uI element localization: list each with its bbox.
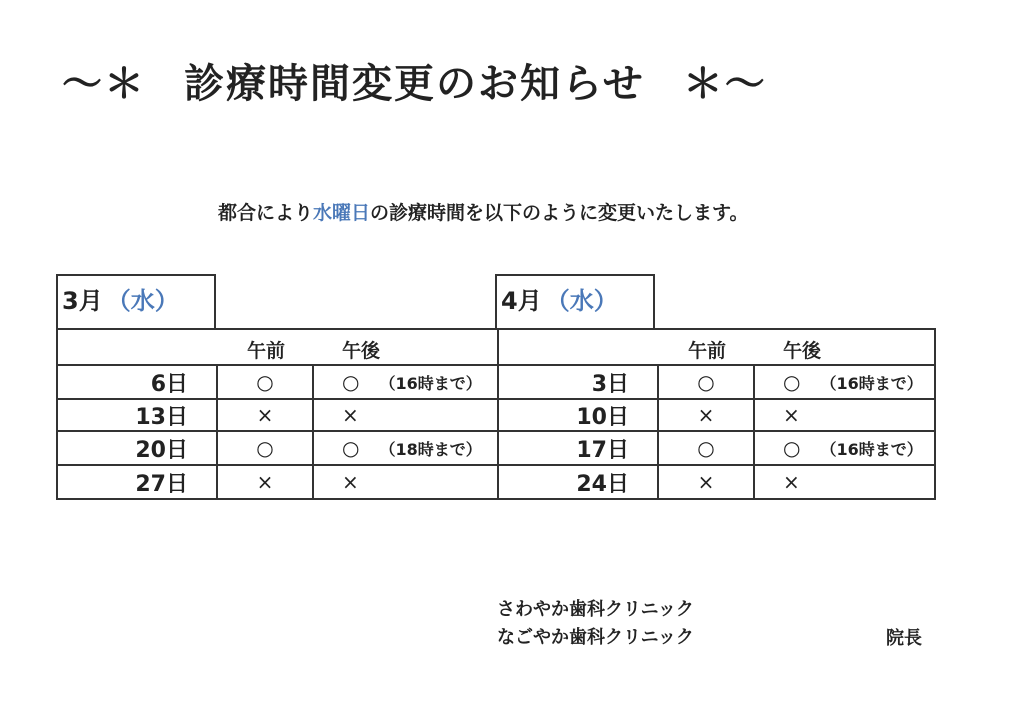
pm-note: （16時まで） <box>379 373 482 393</box>
title-text: 診療時間変更のお知らせ <box>184 61 645 107</box>
title-suffix: ＊～ <box>682 61 767 107</box>
month-name: 3月 <box>62 287 103 315</box>
header-pm: 午後 <box>783 339 822 362</box>
month-label-april <box>495 274 655 330</box>
row-date: 27日 <box>58 466 218 498</box>
header-date <box>58 330 218 364</box>
page-title <box>62 52 862 109</box>
pm-status: × <box>783 403 800 427</box>
pm-note: （16時まで） <box>820 439 923 459</box>
intro-before: 都合により <box>218 202 314 224</box>
row-am: ○ <box>659 366 755 398</box>
pm-note: （16時まで） <box>820 373 923 393</box>
row-am: × <box>659 466 755 498</box>
row-pm <box>314 400 497 430</box>
pm-status: ○ <box>783 436 801 460</box>
row-am: ○ <box>218 366 314 398</box>
schedule-april <box>497 330 936 498</box>
intro-text <box>218 198 749 225</box>
month-weekday: （水） <box>106 287 179 315</box>
month-name: 4月 <box>501 287 542 315</box>
clinic-name-2: なごやか歯科クリニック <box>497 627 694 648</box>
row-date: 13日 <box>58 400 218 430</box>
header-am: 午前 <box>687 339 726 362</box>
row-pm <box>755 466 936 498</box>
pm-status: × <box>783 470 800 494</box>
row-date: 24日 <box>499 466 659 498</box>
table-header <box>58 330 497 366</box>
row-am: × <box>218 466 314 498</box>
row-pm <box>314 366 497 398</box>
row-date: 20日 <box>58 432 218 464</box>
header-am: 午前 <box>246 339 285 362</box>
intro-after: の診療時間を以下のように変更いたします。 <box>370 202 749 224</box>
table-row <box>499 466 936 498</box>
month-label-march <box>56 274 216 330</box>
month-weekday: （水） <box>545 287 618 315</box>
clinic-names <box>497 596 694 652</box>
row-pm <box>755 432 936 464</box>
table-header <box>499 330 936 366</box>
table-row <box>499 432 936 466</box>
row-am: × <box>218 400 314 430</box>
table-row <box>58 432 497 466</box>
pm-note: （18時まで） <box>379 439 482 459</box>
row-date: 10日 <box>499 400 659 430</box>
row-am: ○ <box>218 432 314 464</box>
pm-status: × <box>342 403 359 427</box>
row-pm <box>314 466 497 498</box>
pm-status: ○ <box>342 436 360 460</box>
table-row <box>58 400 497 432</box>
row-am: ○ <box>659 432 755 464</box>
row-date: 17日 <box>499 432 659 464</box>
row-pm <box>314 432 497 464</box>
row-am: × <box>659 400 755 430</box>
table-row <box>58 366 497 400</box>
header-pm: 午後 <box>342 339 381 362</box>
header-date <box>499 330 659 364</box>
row-pm <box>755 400 936 430</box>
pm-status: ○ <box>783 370 801 394</box>
pm-status: × <box>342 470 359 494</box>
table-row <box>499 366 936 400</box>
schedule-march <box>58 330 497 498</box>
title-prefix: ～＊ <box>62 61 146 107</box>
schedule-table <box>56 328 936 500</box>
table-row <box>499 400 936 432</box>
pm-status: ○ <box>342 370 360 394</box>
director-title: 院長 <box>886 628 922 649</box>
row-date: 6日 <box>58 366 218 398</box>
row-pm <box>755 366 936 398</box>
row-date: 3日 <box>499 366 659 398</box>
clinic-name-1: さわやか歯科クリニック <box>497 599 694 620</box>
intro-highlight: 水曜日 <box>313 202 371 224</box>
table-row <box>58 466 497 498</box>
